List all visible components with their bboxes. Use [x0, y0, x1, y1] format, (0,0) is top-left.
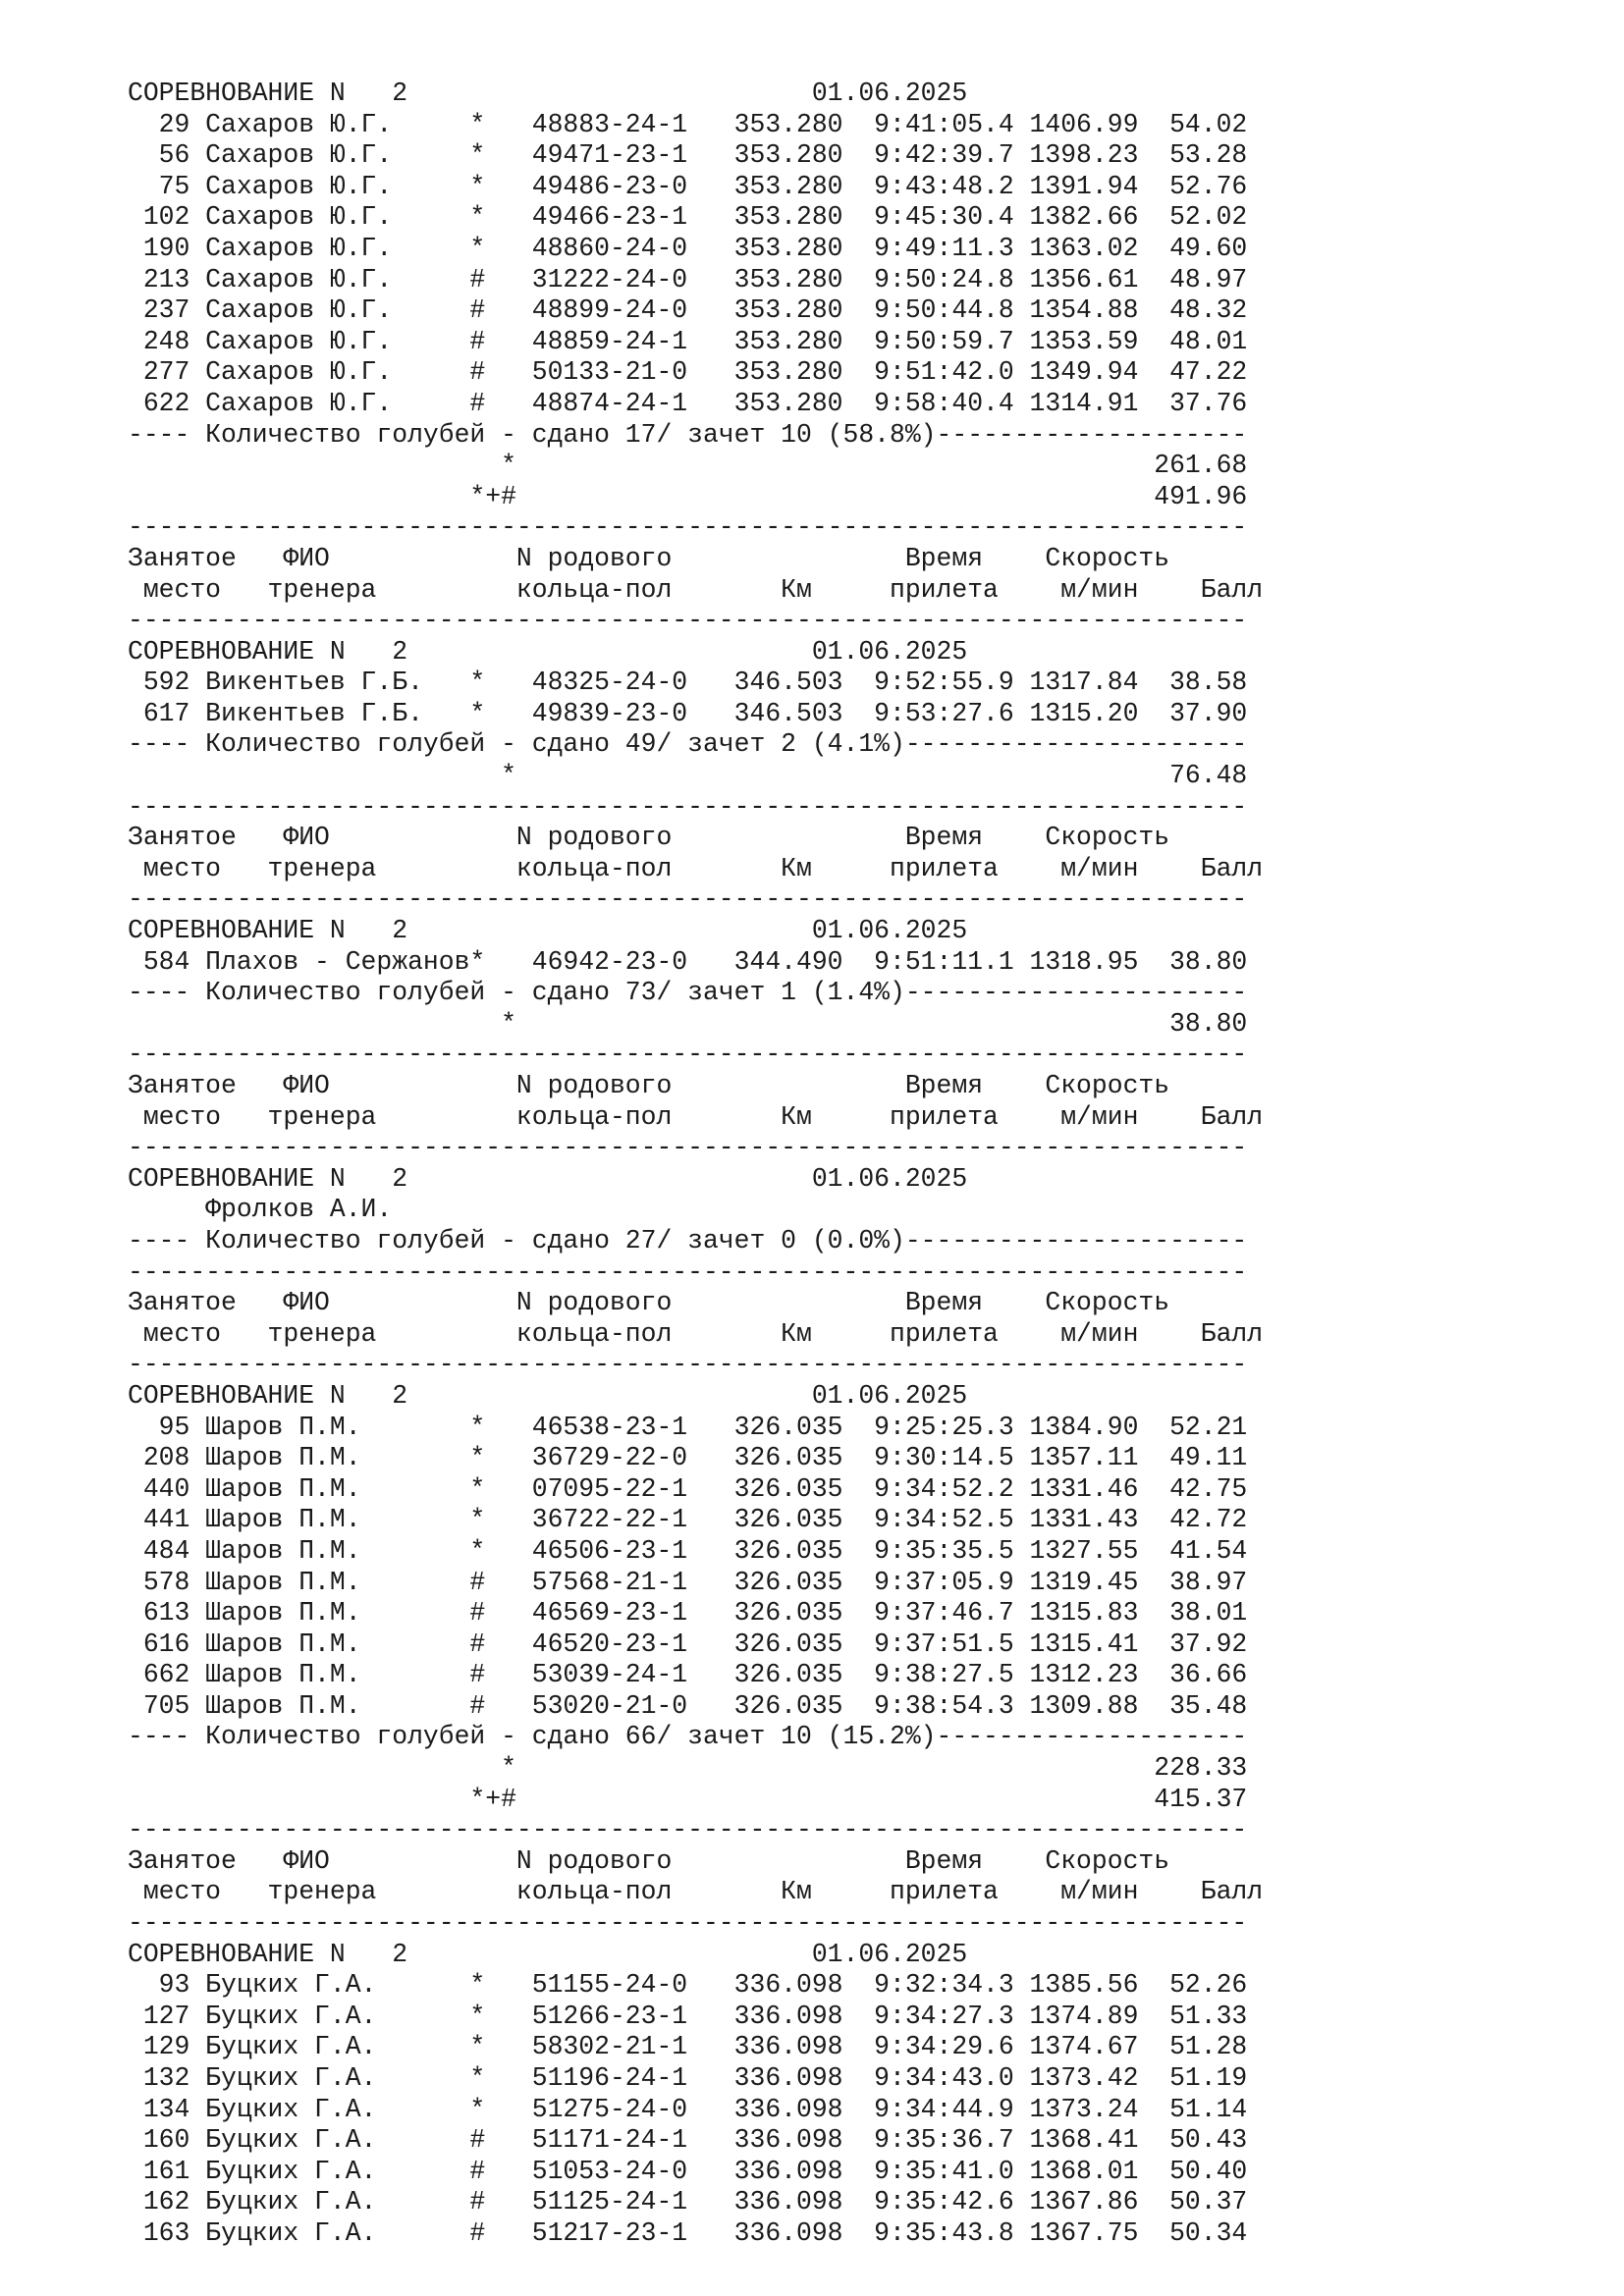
result-row: 213 Сахаров Ю.Г. # 31222-24-0 353.280 9:50:24.8 1356.61 48.97	[128, 264, 1248, 294]
separator-line: ------------------------------------------------------------------------	[128, 1350, 1248, 1380]
separator-line: ------------------------------------------------------------------------	[128, 1256, 1248, 1287]
result-row: 134 Буцких Г.А. * 51275-24-0 336.098 9:34:44.9 1373.24 51.14	[128, 2094, 1248, 2124]
score-total: * 228.33	[128, 1753, 1248, 1784]
result-row: 95 Шаров П.М. * 46538-23-1 326.035 9:25:25.3 1384.90 52.21	[128, 1412, 1248, 1442]
result-row: 162 Буцких Г.А. # 51125-24-1 336.098 9:35:42.6 1367.86 50.37	[128, 2187, 1248, 2217]
score-total: * 261.68	[128, 451, 1248, 481]
result-row: 56 Сахаров Ю.Г. * 49471-23-1 353.280 9:42:39.7 1398.23 53.28	[128, 140, 1248, 171]
score-total: *+# 415.37	[128, 1784, 1248, 1814]
column-header-row-2: место тренера кольца-пол Км прилета м/мин Балл	[128, 1877, 1264, 1907]
competition-header: СОРЕВНОВАНИЕ N 2 01.06.2025	[128, 1163, 968, 1194]
separator-line: ------------------------------------------------------------------------	[128, 1815, 1248, 1845]
score-total: * 76.48	[128, 761, 1248, 791]
result-row: Фролков А.И.	[128, 1195, 393, 1225]
result-row: 75 Сахаров Ю.Г. * 49486-23-0 353.280 9:43:48.2 1391.94 52.76	[128, 171, 1248, 201]
result-row: 613 Шаров П.М. # 46569-23-1 326.035 9:37:46.7 1315.83 38.01	[128, 1598, 1248, 1629]
separator-line: ------------------------------------------------------------------------	[128, 1133, 1248, 1163]
competition-header: СОРЕВНОВАНИЕ N 2 01.06.2025	[128, 1380, 968, 1411]
pigeon-count-summary: ---- Количество голубей - сдано 73/ зачет 1 (1.4%)----------------------	[128, 978, 1248, 1008]
column-header-row-2: место тренера кольца-пол Км прилета м/мин Балл	[128, 574, 1264, 605]
pigeon-count-summary: ---- Количество голубей - сдано 66/ зачет 10 (15.2%)--------------------	[128, 1722, 1248, 1752]
column-header-row-1: Занятое ФИО N родового Время Скорость	[128, 1288, 1170, 1318]
separator-line: ------------------------------------------------------------------------	[128, 791, 1248, 822]
separator-line: ------------------------------------------------------------------------	[128, 884, 1248, 915]
result-row: 93 Буцких Г.А. * 51155-24-0 336.098 9:32:34.3 1385.56 52.26	[128, 1970, 1248, 2001]
competition-header: СОРЕВНОВАНИЕ N 2 01.06.2025	[128, 916, 968, 946]
result-row: 163 Буцких Г.А. # 51217-23-1 336.098 9:35:43.8 1367.75 50.34	[128, 2217, 1248, 2248]
result-row: 592 Викентьев Г.Б. * 48325-24-0 346.503 9:52:55.9 1317.84 38.58	[128, 667, 1248, 698]
result-row: 237 Сахаров Ю.Г. # 48899-24-0 353.280 9:50:44.8 1354.88 48.32	[128, 295, 1248, 326]
score-total: *+# 491.96	[128, 481, 1248, 511]
result-row: 440 Шаров П.М. * 07095-22-1 326.035 9:34:52.2 1331.46 42.75	[128, 1473, 1248, 1504]
result-row: 208 Шаров П.М. * 36729-22-0 326.035 9:30:14.5 1357.11 49.11	[128, 1443, 1248, 1473]
column-header-row-1: Занятое ФИО N родового Время Скорость	[128, 823, 1170, 853]
results-printout	[128, 79, 1542, 2250]
result-row: 584 Плахов - Сержанов* 46942-23-0 344.490 9:51:11.1 1318.95 38.80	[128, 946, 1248, 977]
competition-header: СОРЕВНОВАНИЕ N 2 01.06.2025	[128, 636, 968, 667]
competition-header: СОРЕВНОВАНИЕ N 2 01.06.2025	[128, 79, 968, 108]
pigeon-count-summary: ---- Количество голубей - сдано 27/ зачет 0 (0.0%)----------------------	[128, 1225, 1248, 1255]
result-row: 248 Сахаров Ю.Г. # 48859-24-1 353.280 9:50:59.7 1353.59 48.01	[128, 326, 1248, 356]
result-row: 578 Шаров П.М. # 57568-21-1 326.035 9:37:05.9 1319.45 38.97	[128, 1567, 1248, 1597]
column-header-row-2: место тренера кольца-пол Км прилета м/мин Балл	[128, 1101, 1264, 1132]
result-row: 190 Сахаров Ю.Г. * 48860-24-0 353.280 9:49:11.3 1363.02 49.60	[128, 233, 1248, 263]
result-row: 129 Буцких Г.А. * 58302-21-1 336.098 9:34:29.6 1374.67 51.28	[128, 2032, 1248, 2062]
result-row: 160 Буцких Г.А. # 51171-24-1 336.098 9:35:36.7 1368.41 50.43	[128, 2125, 1248, 2156]
result-row: 161 Буцких Г.А. # 51053-24-0 336.098 9:35:41.0 1368.01 50.40	[128, 2156, 1248, 2186]
result-row: 705 Шаров П.М. # 53020-21-0 326.035 9:38:54.3 1309.88 35.48	[128, 1690, 1248, 1721]
competition-header: СОРЕВНОВАНИЕ N 2 01.06.2025	[128, 1939, 968, 1969]
separator-line: ------------------------------------------------------------------------	[128, 1040, 1248, 1070]
separator-line: ------------------------------------------------------------------------	[128, 1908, 1248, 1939]
result-row: 277 Сахаров Ю.Г. # 50133-21-0 353.280 9:51:42.0 1349.94 47.22	[128, 357, 1248, 388]
separator-line: ------------------------------------------------------------------------	[128, 606, 1248, 636]
result-row: 441 Шаров П.М. * 36722-22-1 326.035 9:34:52.5 1331.43 42.72	[128, 1505, 1248, 1535]
pigeon-count-summary: ---- Количество голубей - сдано 17/ зачет 10 (58.8%)--------------------	[128, 419, 1248, 450]
result-row: 102 Сахаров Ю.Г. * 49466-23-1 353.280 9:45:30.4 1382.66 52.02	[128, 202, 1248, 233]
column-header-row-2: место тренера кольца-пол Км прилета м/мин Балл	[128, 1318, 1264, 1349]
separator-line: ------------------------------------------------------------------------	[128, 512, 1248, 543]
column-header-row-1: Занятое ФИО N родового Время Скорость	[128, 543, 1170, 573]
result-row: 132 Буцких Г.А. * 51196-24-1 336.098 9:34:43.0 1373.42 51.19	[128, 2063, 1248, 2093]
result-row: 29 Сахаров Ю.Г. * 48883-24-1 353.280 9:41:05.4 1406.99 54.02	[128, 109, 1248, 139]
result-row: 662 Шаров П.М. # 53039-24-1 326.035 9:38:27.5 1312.23 36.66	[128, 1660, 1248, 1690]
result-row: 622 Сахаров Ю.Г. # 48874-24-1 353.280 9:58:40.4 1314.91 37.76	[128, 388, 1248, 418]
result-row: 127 Буцких Г.А. * 51266-23-1 336.098 9:34:27.3 1374.89 51.33	[128, 2001, 1248, 2031]
result-row: 616 Шаров П.М. # 46520-23-1 326.035 9:37:51.5 1315.41 37.92	[128, 1629, 1248, 1659]
column-header-row-1: Занятое ФИО N родового Время Скорость	[128, 1845, 1170, 1876]
pigeon-count-summary: ---- Количество голубей - сдано 49/ зачет 2 (4.1%)----------------------	[128, 729, 1248, 760]
column-header-row-1: Занятое ФИО N родового Время Скорость	[128, 1071, 1170, 1100]
score-total: * 38.80	[128, 1008, 1248, 1039]
result-row: 617 Викентьев Г.Б. * 49839-23-0 346.503 9:53:27.6 1315.20 37.90	[128, 698, 1248, 728]
result-row: 484 Шаров П.М. * 46506-23-1 326.035 9:35:35.5 1327.55 41.54	[128, 1535, 1248, 1566]
column-header-row-2: место тренера кольца-пол Км прилета м/мин Балл	[128, 853, 1264, 883]
